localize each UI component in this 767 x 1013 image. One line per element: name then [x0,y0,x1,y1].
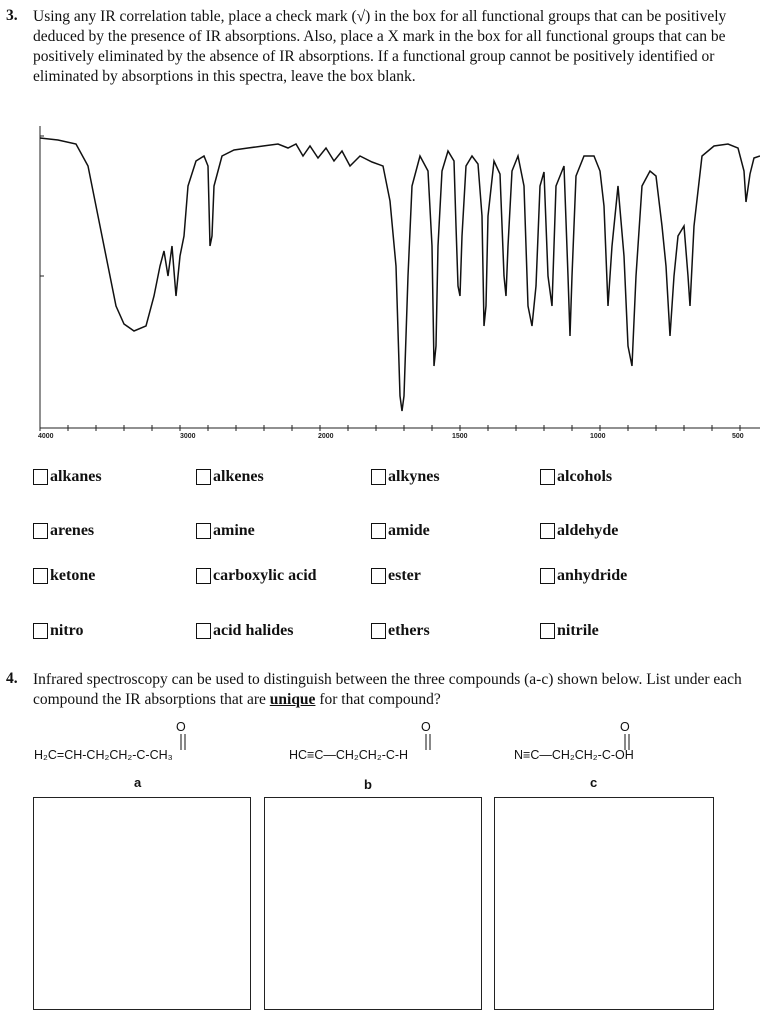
checkbox-label: ethers [388,622,430,639]
checkbox-anhydride[interactable] [540,568,555,584]
checkbox-label: alkenes [213,468,264,485]
group-alkynes [371,468,440,486]
question-4-emphasis: unique [269,691,316,708]
question-3-text: Using any IR correlation table, place a check mark (√) in the box for all functional groups that can be positively deduced by the presence of IR absorptions. Also, place a X mark in the box for all functional groups that can be positively eliminated by the absence of IR absorptions. If a functional group cannot be positively identified or eliminated by absorptions in this spectra, leave the box blank. [33,8,727,85]
question-4-number: 4. [6,670,18,687]
compound-c-label: c [590,775,598,790]
question-3-number: 3. [6,7,18,24]
checkbox-label: ester [388,567,421,584]
compound-c-oxygen: O [620,720,630,734]
checkbox-ketone[interactable] [33,568,48,584]
question-4-text-after: for that compound? [315,691,441,708]
checkbox-amide[interactable] [371,523,386,539]
x-tick-label: 3000 [180,433,196,440]
answer-box-c[interactable] [494,797,714,1010]
compound-a-formula: H₂C=CH-CH₂CH₂-C-CH₃ [34,748,173,762]
question-4-text [33,670,753,710]
checkbox-amine[interactable] [196,523,211,539]
answer-box-a[interactable] [33,797,251,1010]
checkbox-label: amine [213,522,255,539]
question-4-text-before: Infrared spectroscopy can be used to distinguish between the three compounds (a-c) shown below. List under each compound the IR absorptions that are [33,671,742,708]
compound-a-label: a [134,775,142,790]
group-alcohols [540,468,612,486]
answer-box-b[interactable] [264,797,482,1010]
group-ketone [33,567,95,585]
checkbox-alcohols[interactable] [540,469,555,485]
group-acid-halides [196,622,293,640]
compound-b-formula: HC≡C—CH₂CH₂-C-H [289,748,409,762]
group-nitrile [540,622,599,640]
group-ethers [371,622,430,640]
group-carboxylic-acid [196,567,317,585]
group-arenes [33,522,94,540]
x-tick-label: 1000 [590,433,606,440]
spectrum-trace [40,138,760,411]
checkbox-label: alkanes [50,468,102,485]
checkbox-nitrile[interactable] [540,623,555,639]
checkbox-label: aldehyde [557,522,619,539]
group-alkanes [33,468,102,486]
checkbox-acid-halides[interactable] [196,623,211,639]
checkbox-label: amide [388,522,430,539]
compound-b-label: b [364,777,372,792]
group-amide [371,522,430,540]
checkbox-label: ketone [50,567,96,584]
checkbox-label: nitrile [557,622,599,639]
group-anhydride [540,567,627,585]
checkbox-alkenes[interactable] [196,469,211,485]
checkbox-nitro[interactable] [33,623,48,639]
checkbox-label: arenes [50,522,95,539]
x-tick-label: 4000 [38,433,54,440]
checkbox-ethers[interactable] [371,623,386,639]
group-alkenes [196,468,264,486]
compound-a-oxygen: O [176,720,186,734]
group-ester [371,567,421,585]
x-tick-label: 500 [732,433,744,440]
checkbox-carboxylic-acid[interactable] [196,568,211,584]
group-nitro [33,622,83,640]
checkbox-label: anhydride [557,567,628,584]
compound-b-oxygen: O [421,720,431,734]
group-aldehyde [540,522,618,540]
checkbox-label: alkynes [388,468,440,485]
compound-c-formula: N≡C—CH₂CH₂-C-OH [514,748,634,762]
checkbox-arenes[interactable] [33,523,48,539]
checkbox-ester[interactable] [371,568,386,584]
checkbox-label: acid halides [213,622,294,639]
ir-spectrum [38,126,760,442]
x-tick-label: 1500 [452,433,468,440]
x-tick-label: 2000 [318,433,334,440]
checkbox-aldehyde[interactable] [540,523,555,539]
group-amine [196,522,255,540]
checkbox-label: nitro [50,622,84,639]
checkbox-label: alcohols [557,468,613,485]
checkbox-alkynes[interactable] [371,469,386,485]
checkbox-alkanes[interactable] [33,469,48,485]
checkbox-label: carboxylic acid [213,567,317,584]
